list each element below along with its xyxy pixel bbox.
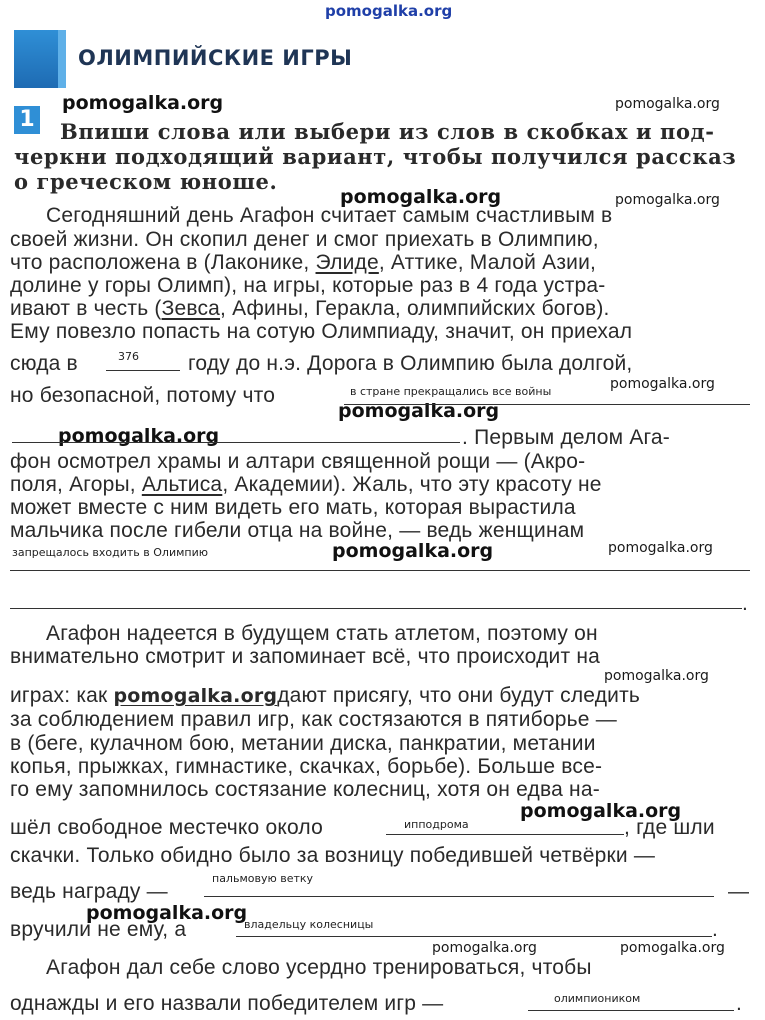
watermark: pomogalka.org xyxy=(608,540,713,556)
text-line: году до н.э. Дорога в Олимпию была долгой, xyxy=(188,352,633,375)
answer-place: ипподрома xyxy=(404,818,469,831)
text-line: что расположена в (Лаконике, Элиде, Аттике, Малой Азии, xyxy=(10,251,597,274)
text-line: го ему запомнилось состязание колесниц, хотя он едва на- xyxy=(10,778,600,801)
answer-prize: пальмовую ветку xyxy=(212,872,314,885)
text-line: однажды и его назвали победителем игр — xyxy=(10,992,444,1015)
answer-women: запрещалось входить в Олимпию xyxy=(12,546,209,559)
answer-blank xyxy=(386,834,624,835)
text-line: ведь награду — xyxy=(10,880,168,903)
section-flag-icon xyxy=(14,30,58,88)
watermark: pomogalka.org xyxy=(604,668,709,684)
text-line: , где шли xyxy=(624,816,715,839)
text-line: ивают в честь (Зевса, Афины, Геракла, олимпийских богов). xyxy=(10,297,610,320)
answer-given: владельцу колесницы xyxy=(244,918,374,931)
answer-blank xyxy=(204,896,714,897)
text-line: своей жизни. Он скопил денег и смог приехать в Олимпию, xyxy=(10,228,599,251)
watermark: pomogalka.org xyxy=(520,800,682,822)
page-title: ОЛИМПИЙСКИЕ ИГРЫ xyxy=(78,46,353,70)
answer-blank xyxy=(10,570,750,571)
text-line: . xyxy=(712,918,719,941)
watermark: pomogalka.org xyxy=(325,2,453,20)
answer-reason: в стране прекращались все войны xyxy=(350,385,552,398)
task-line: о греческом юноше. xyxy=(14,169,278,194)
watermark: pomogalka.org xyxy=(86,902,248,924)
watermark: pomogalka.org xyxy=(332,540,494,562)
text-line: внимательно смотрит и запоминает всё, что происходит на xyxy=(10,645,601,668)
text-line: — xyxy=(728,880,750,903)
text-line: в (беге, кулачном бою, метании диска, панкратии, метании xyxy=(10,732,596,755)
underlined-answer: Альтиса xyxy=(141,473,223,496)
watermark: pomogalka.org xyxy=(58,425,220,447)
watermark: pomogalka.org xyxy=(620,940,725,956)
answer-year: 376 xyxy=(118,350,139,363)
watermark: pomogalka.org xyxy=(432,940,537,956)
text-line: . xyxy=(736,992,743,1015)
text-line: . Первым делом Ага- xyxy=(462,426,670,449)
answer-blank xyxy=(236,936,712,937)
text-line: Ему повезло попасть на сотую Олимпиаду, значит, он приехал xyxy=(10,320,633,343)
watermark: pomogalka.org xyxy=(615,192,720,208)
text-line: сюда в xyxy=(10,352,78,375)
text-line: поля, Агоры, Альтиса, Академии). Жаль, что эту красоту не xyxy=(10,473,602,496)
text-line: может вместе с ним видеть его мать, которая вырастила xyxy=(10,496,576,519)
text-line: Сегодняшний день Агафон считает самым счастливым в xyxy=(46,204,613,227)
watermark: pomogalka.org xyxy=(338,400,500,422)
text-line: . xyxy=(742,592,749,615)
text-line: скачки. Только обидно было за возницу победившей четвёрки — xyxy=(10,844,656,867)
text-line: шёл свободное местечко около xyxy=(10,816,323,839)
underlined-answer: Зевса xyxy=(161,297,221,320)
text-line: мальчика после гибели отца на войне, — ведь женщинам xyxy=(10,519,585,542)
answer-blank xyxy=(12,442,460,443)
watermark: pomogalka.org xyxy=(340,186,502,208)
answer-blank xyxy=(528,1010,734,1011)
text-line: Агафон надеется в будущем стать атлетом, поэтому он xyxy=(46,622,598,645)
answer-blank xyxy=(10,608,742,609)
text-line: фон осмотрел храмы и алтари священной рощи — (Акро- xyxy=(10,450,586,473)
answer-blank xyxy=(344,404,750,405)
text-line: но безопасной, потому что xyxy=(10,384,276,407)
section-flag-tail-icon xyxy=(58,30,66,88)
task-line: Впиши слова или выбери из слов в скобках и под- xyxy=(60,119,715,144)
text-line: долине у горы Олимп), на игры, которые раз в 4 года устра- xyxy=(10,274,606,297)
watermark: pomogalka.org xyxy=(113,685,278,707)
watermark: pomogalka.org xyxy=(610,376,715,392)
answer-title: олимпиоником xyxy=(554,992,641,1005)
text-line: за соблюдением правил игр, как состязаются в пятиборье — xyxy=(10,708,617,731)
text-line: Агафон дал себе слово усердно тренироваться, чтобы xyxy=(46,956,592,979)
watermark: pomogalka.org xyxy=(62,92,224,114)
text-line: играх: как pomogalka.orgдают присягу, что они будут следить xyxy=(10,684,641,707)
answer-blank xyxy=(106,370,180,371)
underlined-answer: Элиде xyxy=(315,251,379,274)
task-line: черкни подходящий вариант, чтобы получился рассказ xyxy=(14,144,737,169)
task-number-badge: 1 xyxy=(14,106,40,134)
text-line: копья, прыжках, гимнастике, скачках, борьбе). Больше все- xyxy=(10,755,603,778)
text-line: вручили не ему, а xyxy=(10,918,187,941)
watermark: pomogalka.org xyxy=(615,96,720,112)
